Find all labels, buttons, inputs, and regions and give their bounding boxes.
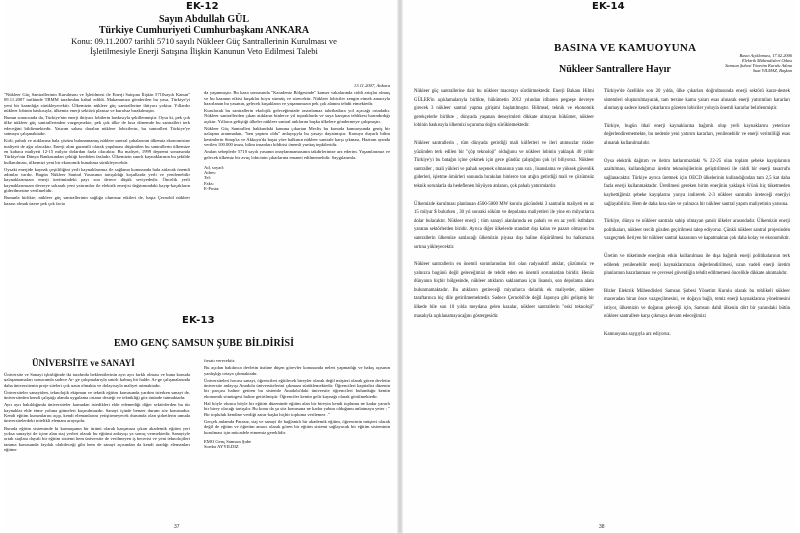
letter-paragraph: Anılan sebeplerle 5710 sayılı yasanın onaylanmamasının takdirlerinize arz ederim. Yaşamlarımız ve gelecek ülkemiz bir avuç lobicinin çıkarlarına emanet edilmemelidir. Saygılarımla. [204, 149, 390, 160]
letter-header [24, 14, 384, 56]
book-gutter [397, 0, 403, 533]
left-page [4, 0, 396, 533]
press-paragraph: Bizler Elektrik Mühendisleri Samsun Şubesi Yönetim Kurulu olarak bu tehlikeli nükleer maceradan biran önce vazgeçilmesini, ve doğaya bağlı, temiz enerji kaynaklarına yönelmesini istiyor, ülkemizin ve doğanın geleceği için, Samsun dahil ülkenin dört bir yanındaki bütün nükleer santrallere karşı çıkmaya devam edeceğimizi [604, 288, 790, 320]
press-paragraph: Oysa elektrik dağıtım ve iletim hatlarımızdaki % 22-25 olan toplam şebeke kayıplarının azaltılması, kullandığımız üretim teknolojilerinin geliştirilmesi ile ciddi bir enerji tasarrufu sağlanacaktır. Türkiye ayrıca üretmek için OECD ülkelerinin kullandığından tam 2,5 kat daha fazla enerji kullanmaktadır. Üretilmesi gereken birim enerjinin yaklaşık ¼'ünü hiç tüketmeden kaybettiğimiz şebeke kayıplarını yarıya indirerek 2-3 nükleer santralin üreteceği enerjiyi sağlayabiliriz. Hem de daha kısa süre ve yalnızca bir nükleer santral yapım maliyetinin yarısına. [604, 158, 790, 207]
letter-paragraph: Bununla birlikte, nükleer güç santrallerinin sağlığa olumsuz etkileri de, başta Çernobil nükleer kazası olmak üzere pek çok facia [4, 195, 190, 206]
letter-column-1 [4, 92, 190, 208]
press-column-1 [414, 88, 594, 330]
letter-paragraph: Bunun sonucunda da, Türkiye'nin enerji ihtiyacı lobilerin baskısıyla şekillenmiştir. Oysa ki, pek çok ülke nükleer güç santrallerinden vazgeçmekte, pek çok ülke de kısa dönemde bu santralleri terk edeceğini bildirmektedir. Yatırım sahası daralan nükleer lobicilerin, bu santralleri Türkiye'ye satmaya çalışmaktadır. [4, 115, 190, 137]
letter-subject-line-2: İşletilmesiyle Enerji Satışına İlişkin Kanunun Veto Edilmesi Talebi [90, 46, 318, 56]
signature-field-fax: Faks: [204, 180, 214, 186]
appendix-label-ek12: EK-12 [186, 1, 219, 12]
declaration-signature [204, 439, 390, 450]
appendix-label-ek14: EK-14 [592, 1, 625, 12]
declaration-paragraph: Ayrı ayrı bakıldığında üniversiteler kamudan istedikleri elde edemediği diğer sektörlerden bu tür kaynaklar elde etme yoluna gitmeleri kaçınılmazdır. Sanayi içinde benzer durum söz konusudur. Kendi eğitim kurumlarını açıp, kendi elemanlarını yetiştirmeyecek durumda olan şirketlerin umuda üniversitelerdeki nitelikli elemanı arayışıdır. [4, 402, 190, 424]
letter-recipient-name: Sayın Abdullah GÜL [158, 14, 250, 25]
page-number: 37 [174, 524, 180, 530]
press-paragraph: Türkiye'de özellikle son 20 yılda, ülke çıkarları doğrultusunda enerji sektörü karar-destek sistemleri oluşturulmayarak, tam tersine kamu yararı esas alınarak enerji yatırımları kararları alınmayıp sadece kendi çıkarlarını gözeten lobiciler yoluyla önemli kararlar belirlenmiştir. [604, 89, 790, 112]
press-paragraph: Nükleer santrallerin en önemli sorunlarından biri olan radyoaktif atıklar, çözümsüz ve yalnızca bugünü değil geleceğimizi de tehdit eden en önemli sorunlardan biridir. Henüz dünyanın hiçbir bölgesinde, nükleer atıkların saklanması için lisanslı, son depolama alanı bulunmamaktadır. Bu atıkların getireceği miyarlarca dolarlık ek maliyetler, nükleer taraftarınca hiç dile getirilmemektedir. Sadece Çernobil'de değil Japonya gibi gelişmiş bir ülkede bile son 10 yılda meydana gelen kazalar, nükleer santrallerin "eski teknoloji" masalıyla açıklanamayacağını göstergesidir. [414, 262, 594, 319]
signature-person: Sordar AYYILDIZ [204, 444, 239, 450]
signature-field-address: Adres: [204, 170, 217, 176]
letter-paragraph: Oysaki enerjide kaynak çeşitliliğini yerli kaynaklarımız ile sağlama konusunda hala atılacak önemli adımlar vardır. Bugün Nükleer Santral Yasasının tartışıldığı koşullarda yerli ve yenilenebilir kaynaklarımızın enerji üretimindeki payı son derece düşük seviyededir. Öncelik yerli kaynaklarımızın devreye sokarak yeni yatırımlar ile elektrik enerjisi dağıtımındaki kayıp-kaçakların giderilmesine verilmelidir. [4, 166, 190, 194]
press-paragraph: Ülkemizde kurulması planlanan 4500-5000 MW kurulu gücündeki 3 santralin maliyeti en az 15 milyar $ bulurken , 30 yıl sonraki söküm ve depolama maliyetleri ile yine en milyarlarca dolar bulacaktır. Nükleer enerji ; tüm sanayi alanlarında en pahalı ve en az yerli istihdam yaratan sektörlerden biridir. Ayrıca diğer ülkelerde standart dışı kalan ve pazarı olmayan bu santrallerin ülkemize satılacağı ülkemizin piyasa dışı haline düşürülmesi bu halkımızın sırtına yükleyecektir. [414, 201, 594, 250]
declaration-paragraph: Üniversiteleri hocası sanayi, öğrencileri eğitilecek bireyler olarak değil müşteri olarak gören devletin üniversite anlayışı Anadolu üniversitelerini çıkmaza sürüklemektedir. Öğrencileri kapitalist düzenin bir parçası haline getiren bu sistemle Anadolu'daki üniversite öğrencileri bulunduğu kentin ekonomik sömürgesi haline getirilmiştir. Öğrenciler kentin gelir kaynağı olarak görülmektedir. [204, 377, 390, 399]
press-paragraph: Nükleer güç santrallerine dair bu nükleer macerayı sürdürmektedir. Enerji Bakanı Hilmi GÜLER'in açıklamalarıyla birlikte, hükümetin 2012 yılından itibaren peşpeşe devreye girecek 3 nükleer santral yapma girişimi başlatılmıştır. Bilimsel, teknik ve ekonomik gerekçelerle birlikte , dünyada yaşanan deneyimleri dikkate almayan hükümet, nükleer lobinin baskısıyla ülkemizi uçuruma doğru sürüklemektedir. [414, 89, 594, 129]
press-paragraph: Kamuoyuna saygıyla arz ediyoruz. [604, 332, 671, 338]
letter-date: 13.11.2007, Ankara [353, 83, 390, 88]
page-number: 38 [599, 524, 605, 530]
press-meta-line: Samsun Şubesi Yönetim Kurulu Adına [725, 63, 792, 68]
press-column-2 [604, 88, 790, 349]
declaration-paragraph: Üniversite ve Sanayi işbirliğinde iki tarafında beklentilerinin ayrı ayrı farklı olması ve buna konuda uzlaşamamaları sonucunda sadece Ar- ge çalışmalarıyla sınırlı kalmış bir halde. Ar-ge çalışmalarında daha üniversitenin proje siteleri çok uzun olmakta ve dolayısıyla maliyet artmaktadır. [4, 372, 190, 388]
letter-paragraph: Kirli, pahalı ve atıklarına hala çözüm bulunamamış nükleer santral çabalarının ülkemiz ekonomisine maliyeti de ağır olacaktır. Enerji alım garantili olarak yapılması düşünülen bu santrallerin ülkemize en kabaca maliyeti 12-15 milyar dolardan fazla olacaktır. Bu maliyet, 1999 depremi sonrasında Türkiye'nin Dünya Bankasından çektiği krediden fazladır. Ülkemizin sınırlı kaynaklarının bu şekilde kullanılması, ülkemizi yeni bir ekonomik bunalıma sürükleyecektir. [4, 138, 190, 165]
appendix-label-ek13: EK-13 [182, 315, 215, 326]
letter-paragraph: Kurulacak bu santrallerin ekolojik geleceğimizde onarılamaz tahribatlara yol açacağı ortadadır. Nükleer santrallerden çıkan atıkların binlerce yıl topraklarda ve suya karışma tehlikesi barındırdığı açıktır. Yıllarca geliştiği ülkeler nükleer santral atıklarını başka ülkelere göndermeye çalışmıştır. [204, 108, 390, 124]
letter-recipient-title: Türkiye Cumhuriyeti Cumhurbaşkanı ANKARA [98, 25, 310, 36]
letter-column-2 [204, 83, 390, 191]
university-industry-title: ÜNİVERSİTE ve SANAYİ [32, 358, 135, 368]
signature-field-phone: Tel: [204, 175, 212, 181]
press-meta-line: Elektrik Mühendisleri Odası [742, 58, 792, 63]
letter-paragraph: da yaşanmıştır. Bu kaza sonrasında "Karadeniz Bölgesinde" kanser vakalarında ciddi artışlar olmuş ve bu kazanın etkisi kuşaklar boyu sürmüş ve sürecektir. Nükleer lobiciler zengin etmek amacıyla hazırlanan bu yasanın, gelecek kuşakların ve yaşamımızın pek çok alanını tehdit etmektedir. [204, 90, 390, 106]
press-meta-line: Basın Açıklaması, 17.02.2006 [739, 53, 792, 58]
signature-field-name: Ad, soyad: [204, 164, 224, 170]
signature-organization: EMO Genç Samsun Şube [204, 438, 252, 444]
declaration-paragraph: Hal böyle olunca böyle bir eğitim düzeninde eğitim alan bir bireyin kendi toplumu ne kadar yararlı bir birey olacağı tartışılır. Bu konu da şu söz konusuna ne kadar yabını olduğunu anlatmaya yeter ; " Bir topluluk kendine verdiği zarar başka hiçbir topluma verilemez ." [204, 401, 390, 417]
press-paragraph: Türkiye, dünya ve nükleer santrala sahip olmayan şanslı ülkeler arasındadır. Ülkemizin enerji politikaları, nükleer tercih gözden geçirilmesi talep ediyoruz. Çünkü nükleer santral projesinden vazgeçmek ileriyen bir nükleer santral kazasının ve kapatmaktan çok daha kolay ve ekonomiktir. [604, 219, 790, 242]
letter-subject-line-1: Konu: 09.11.2007 tarihli 5710 sayılı Nükleer Güç Santrallerinin Kurulması ve [71, 36, 337, 46]
signature-field-email: E-Posta: [204, 186, 220, 192]
press-release-subheading: Nükleer Santrallere Hayır [559, 64, 671, 75]
declaration-paragraph: fırsatı verecektir. [204, 358, 236, 363]
letter-signature-fields [204, 165, 390, 191]
press-release-heading: BASINA VE KAMUOYUNA [554, 42, 697, 54]
declaration-paragraph: Burada eğitim sisteminde ki karmaşanın bir ürünü olarak karşımıza çıkan akademik eğitim yeri yoksa sanayiyi de içine alan staj yerleri olarak bu eğitimi anlayışı ya sonuç vermektedir. Sanayiyle ortak stajlara dayalı bir eğitim sistemi hem üniversite de verilmeyen iş becerisi ve yeni teknolojileri tanıma konusunda faydalı olabileceği gibi hem de sanayi açısından da kendi aradığı elemanları eğitme [4, 425, 190, 452]
emo-declaration-title: EMO GENÇ SAMSUN ŞUBE BİLDİRİSİ [113, 338, 295, 349]
declaration-paragraph: Gerçek anlamda Parasız, staj ve sanayi ile bağlantılı bir akademik eğitim, öğrencinin müşteri olarak değil de eğitim ve öğretim amacı olarak gören bir eğitim sistemi sağlayacak bir eğitim sisteminin kurulması için mücadele etmemiz gereklidir. [204, 418, 390, 435]
letter-paragraph: Nükleer Güç Santralleri hakkındaki kanuna çıkartan Meclis bu konuda kamuoyunda geniş bir uzlaşma aranmadan, "ben yaptım oldu" anlayışıyla bu yasayı dayatmıştır. Konuya duyarlı bilim kesimlerin Sinop'ta ve Akkuyu'da başta yöre halkının nükleer santrale karşı çıkması, Haziran ayında verilen 100.000 imza, bilim insanları bildirisi önemli yurttaş tepkileridir. [204, 126, 390, 147]
press-release-meta [706, 53, 792, 73]
press-paragraph: Türkiye, bugün ithal enerji kaynaklarına bağımlı olup yerli kaynaklarını yeterince değerlendirememekte, bu nedenle yeni yatırım kararları, yenilenebilir ve enerji verimliliği esas alınarak kullanılmalıdır. [604, 123, 790, 146]
press-paragraph: Nükleer santrallerin , tüm dünyada getirdiği mali külfetleri ve ileri atımsızlar riskler yüzünden terk edilen bir "çöp teknoloji" olduğunu ve nükleer lobinin yaklaşık 40 yıldır Türkiye'yi bu batağın içine çekmek için gece gündüz çalıştığını çok iyi biliyoruz. Nükleer santraller , mali yükleri ve pahalı seçenek olmasının yanı sıra , lisanslama ve yüksek güvenlik giderleri, işletme ömürleri sonunda bırakılan binlerce ton atığın getirdiği mali ve çözümsüz teknik sorunlarla da hedeflenen büyüyen atılanın, çok pahalı yatırımlardır. [414, 140, 594, 189]
letter-paragraph: "Nükleer Güç Santrallerinin Kurulması ve İşletilmesi ile Enerji Satışına İlişkin 5710sayılı Kanun" 09.11.2007 tarihinde TBMM tarafından kabul edildi. Makamınıza gönderilen bu yasa, Türkiye'yi yeni bir karanlığa sürükleyecektir. Ülkemizin nükleer güç santrallerine ihtiyacı yoktur. Yıllardır nükleer lobinin baskısıyla, ülkemiz enerji sektörü plansız ve kuralsız bırakılmıştır. [4, 92, 190, 113]
declaration-paragraph: Bu açıdan bakılınca devletin üstüne düşen görevler konusunda neleri yapmadığı ve bakış açısının yanlışlığı ortaya çıkmaktadır. [204, 365, 390, 376]
declaration-paragraph: Üniversiteler sanayiden, teknolojik ekipman ve teknik eğitim konusunda yardım isterken sanayi de, üniversiteden kendi çalıştığı alanda uygulama ortamı desteği ve teknikliği göz önünde tutmaktadır. [4, 389, 190, 401]
declaration-column-1 [4, 372, 190, 454]
right-page [404, 0, 796, 533]
declaration-column-2 [204, 358, 390, 449]
press-paragraph: Üretim ve tüketimde enerjinin etkin kullanılması ile dışa bağımlı enerji politikalarının terk edilerek yenilenebilir enerji kaynaklarımızın değerlendirilmesi, uzun vadeli enerji üretim planlarının hazırlanması ve çevresel güvenliğin tehdit edilmemesi öncelikle dikkate alınmalıdır. [604, 253, 790, 277]
press-meta-line: Suat YILMAZ, Başkan [752, 68, 792, 73]
